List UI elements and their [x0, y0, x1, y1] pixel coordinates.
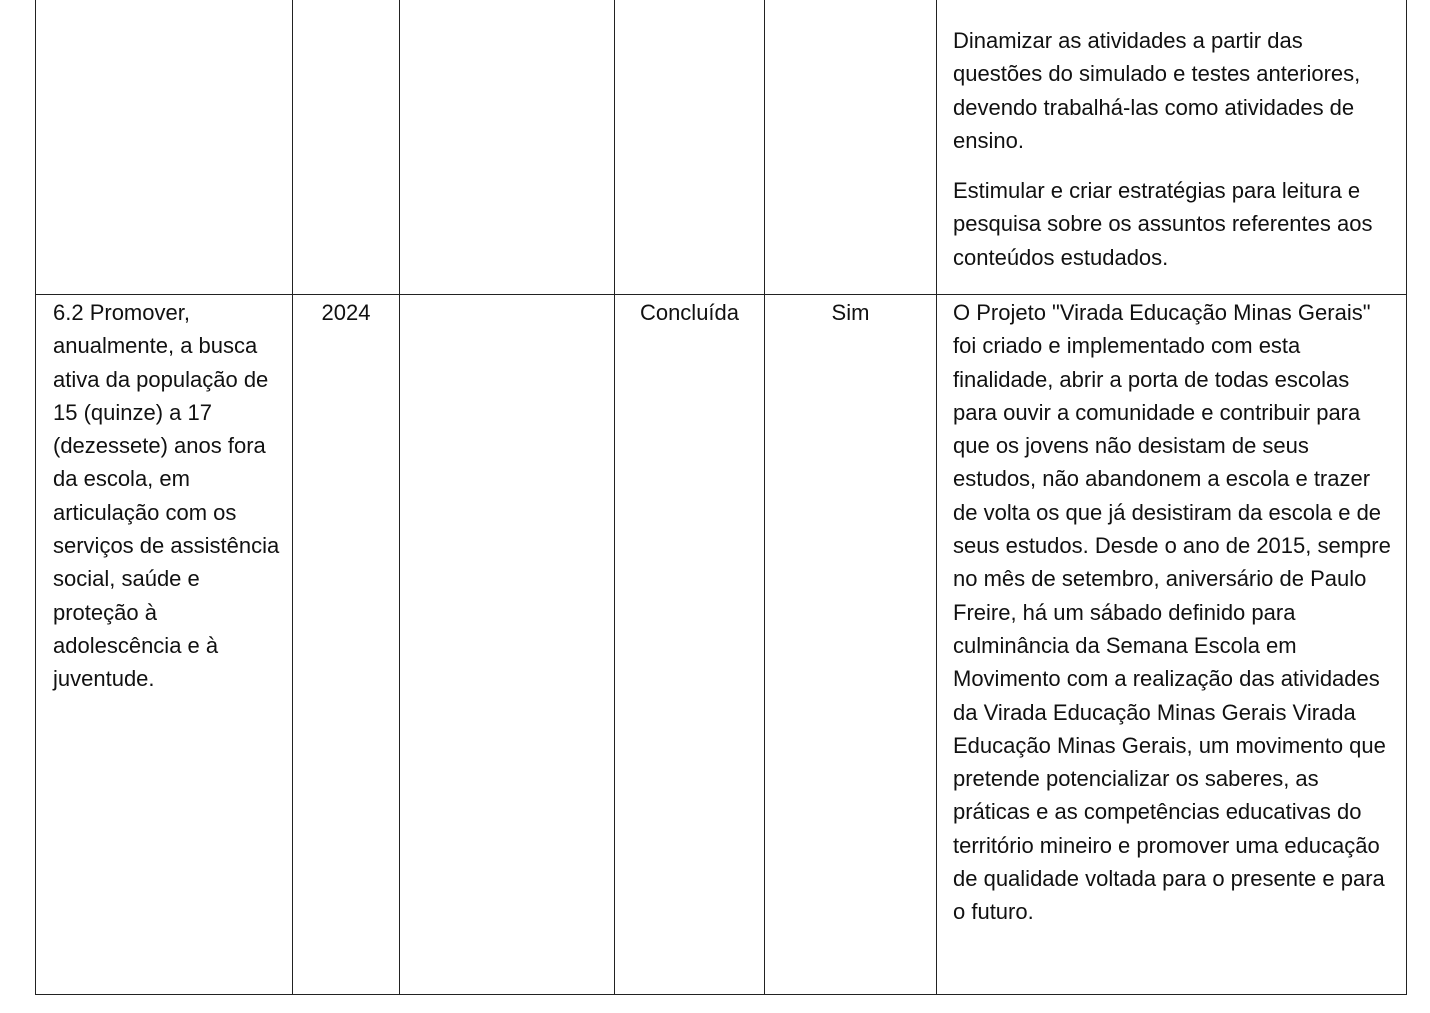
notes-paragraph: Dinamizar as atividades a partir das questões do simulado e testes anteriores, devendo trabalhá-las como atividades de ensino.: [953, 28, 1361, 153]
empty-cell: [400, 0, 615, 295]
goal-text: 6.2 Promover, anualmente, a busca ativa da população de 15 (quinze) a 17 (dezessete) anos fora da escola, em articulação com os serviços de assistência social, saúde e proteção à adolescência e à juventude.: [53, 300, 280, 692]
goals-table: [35, 0, 1407, 995]
notes-cell: [937, 0, 1407, 295]
table-row: [36, 295, 1407, 995]
goal-cell: [36, 0, 293, 295]
year-cell: [293, 0, 400, 295]
flag-cell: [765, 0, 937, 295]
status-cell: [615, 295, 765, 995]
year-cell: [293, 295, 400, 995]
year-text: 2024: [321, 300, 371, 325]
flag-text: Sim: [831, 300, 870, 325]
status-text: Concluída: [639, 300, 740, 325]
notes-paragraph: O Projeto "Virada Educação Minas Gerais" foi criado e implementado com esta finalidade, abrir a porta de todas escolas para ouvir a comunidade e contribuir para que os jovens não desistam de seus estudos, não abandonem a escola e trazer de volta os que já desistiram da escola e de seus estudos. Desde o ano de 2015, sempre no mês de setembro, aniversário de Paulo Freire, há um sábado definido para culminância da Semana Escola em Movimento com a realização das atividades da Virada Educação Minas Gerais Virada Educação Minas Gerais, um movimento que pretende potencializar os saberes, as práticas e as competências educativas do território mineiro e promover uma educação de qualidade voltada para o presente e para o futuro.: [953, 300, 1391, 925]
table-row: [36, 0, 1407, 295]
flag-cell: [765, 295, 937, 995]
empty-cell: [400, 295, 615, 995]
status-cell: [615, 0, 765, 295]
notes-paragraph: Estimular e criar estratégias para leitura e pesquisa sobre os assuntos referentes aos conteúdos estudados.: [953, 178, 1373, 270]
goal-cell: [36, 295, 293, 995]
notes-cell: [937, 295, 1407, 995]
